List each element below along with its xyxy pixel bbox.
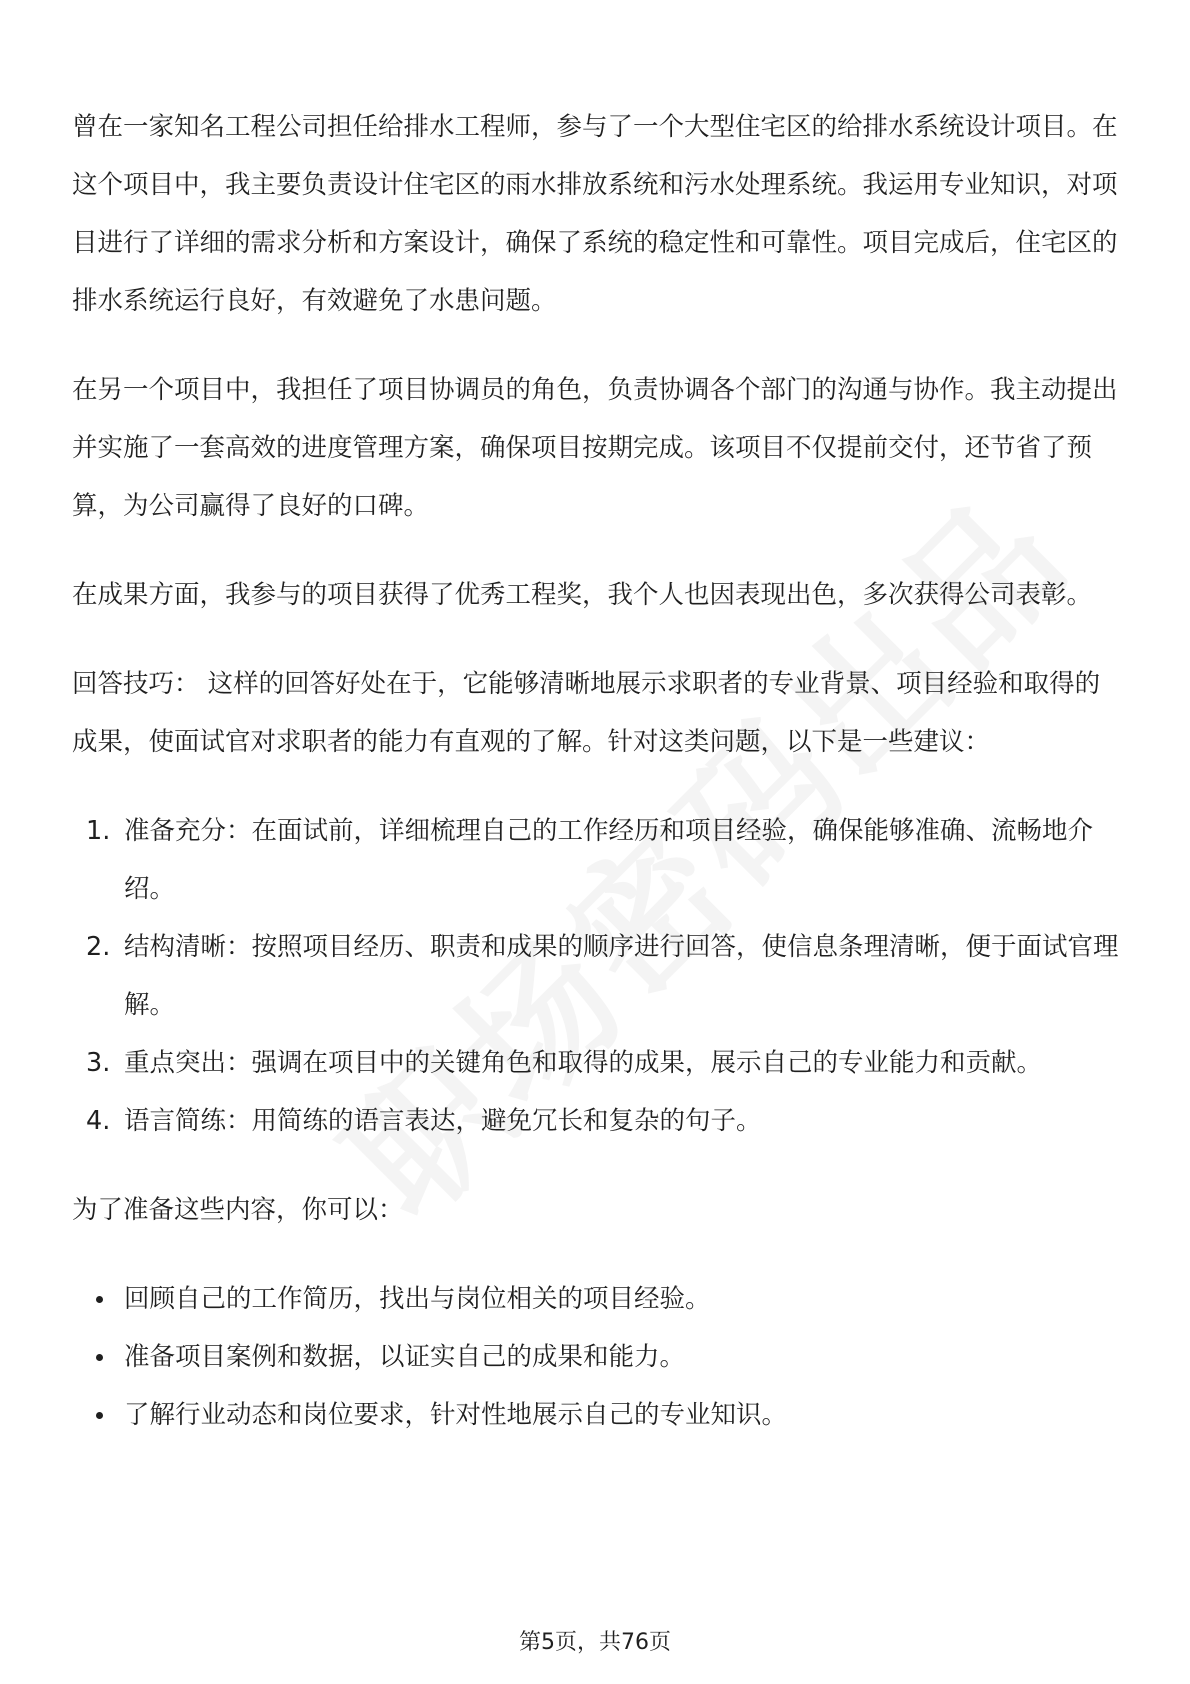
list-number: 2.	[86, 932, 111, 962]
document-body	[72, 98, 1122, 1444]
paragraph-answer-tips: 回答技巧： 这样的回答好处在于，它能够清晰地展示求职者的专业背景、项目经验和取得的成果，使面试官对求职者的能力有直观的了解。针对这类问题，以下是一些建议：	[72, 669, 1101, 757]
bullet-icon	[96, 1412, 103, 1419]
page-number: 第5页，共76页	[519, 1630, 671, 1655]
list-item-text: 了解行业动态和岗位要求，针对性地展示自己的专业知识。	[124, 1400, 788, 1430]
bullet-icon	[96, 1296, 103, 1303]
bullet-icon	[96, 1354, 103, 1361]
list-item	[72, 918, 1122, 1034]
list-item-text: 重点突出：强调在项目中的关键角色和取得的成果，展示自己的专业能力和贡献。	[124, 1048, 1043, 1078]
list-item	[72, 1092, 1122, 1150]
paragraph-prep-intro: 为了准备这些内容，你可以：	[72, 1195, 404, 1225]
paragraph-achievements: 在成果方面，我参与的项目获得了优秀工程奖，我个人也因表现出色，多次获得公司表彰。	[72, 580, 1093, 610]
list-number: 4.	[86, 1106, 111, 1136]
list-item	[72, 1034, 1122, 1092]
list-item-text: 准备项目案例和数据，以证实自己的成果和能力。	[124, 1342, 686, 1372]
list-item	[72, 1386, 1122, 1444]
list-item	[72, 802, 1122, 918]
list-item-text: 语言简练：用简练的语言表达，避免冗长和复杂的句子。	[124, 1106, 762, 1136]
list-item-text: 结构清晰：按照项目经历、职责和成果的顺序进行回答，使信息条理清晰，便于面试官理解。	[124, 932, 1119, 1020]
list-number: 3.	[86, 1048, 111, 1078]
list-number: 1.	[86, 816, 111, 846]
list-item-text: 回顾自己的工作简历，找出与岗位相关的项目经验。	[124, 1284, 711, 1314]
list-item-text: 准备充分：在面试前，详细梳理自己的工作经历和项目经验，确保能够准确、流畅地介绍。	[124, 816, 1094, 904]
paragraph-experience: 曾在一家知名工程公司担任给排水工程师，参与了一个大型住宅区的给排水系统设计项目。在这个项目中，我主要负责设计住宅区的雨水排放系统和污水处理系统。我运用专业知识，对项目进行了详细的需求分析和方案设计，确保了系统的稳定性和可靠性。项目完成后，住宅区的排水系统运行良好，有效避免了水患问题。	[72, 112, 1118, 316]
list-item	[72, 1270, 1122, 1328]
tips-list	[72, 802, 1122, 1150]
paragraph-coordination: 在另一个项目中，我担任了项目协调员的角色，负责协调各个部门的沟通与协作。我主动提出并实施了一套高效的进度管理方案，确保项目按期完成。该项目不仅提前交付，还节省了预算，为公司赢得了良好的口碑。	[72, 375, 1118, 521]
prep-list	[72, 1270, 1122, 1444]
list-item	[72, 1328, 1122, 1386]
